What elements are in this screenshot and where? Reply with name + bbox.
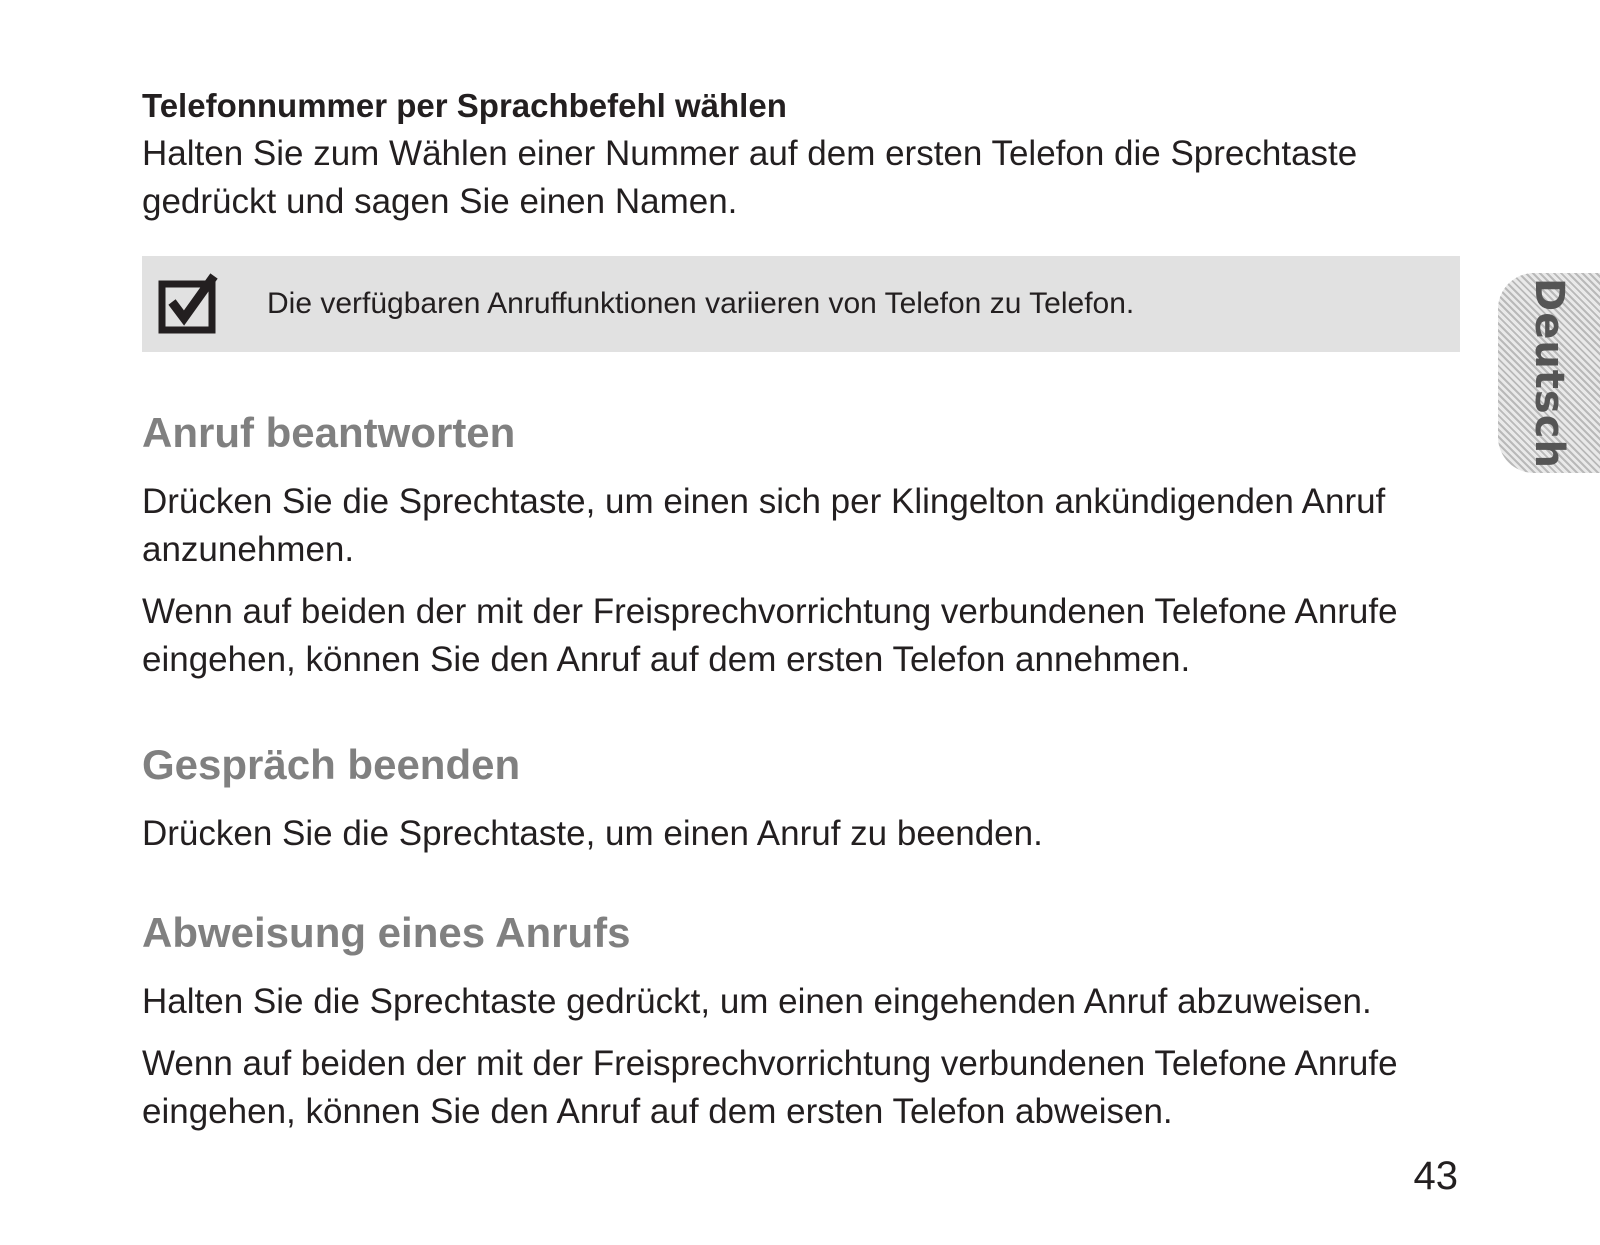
note-text: Die verfügbaren Anruffunktionen variieren von Telefon zu Telefon.: [267, 287, 1135, 320]
intro-heading: Telefonnummer per Sprachbefehl wählen: [142, 87, 787, 124]
language-tab-label: Deutsch: [1526, 277, 1572, 469]
page-number: 43: [1413, 1154, 1458, 1198]
checkbox-check-icon: [158, 272, 222, 336]
section-paragraph: Wenn auf beiden der mit der Freisprechvorrichtung verbundenen Telefone Anrufe eingehen, können Sie den Anruf auf dem ersten Telefon abweisen.: [142, 1044, 1398, 1131]
section-heading-answer-call: Anruf beantworten: [142, 409, 516, 456]
section-paragraph: Wenn auf beiden der mit der Freisprechvorrichtung verbundenen Telefone Anrufe eingehen, können Sie den Anruf auf dem ersten Telefon annehmen.: [142, 592, 1398, 679]
note-box: [142, 256, 1460, 352]
section-paragraph: Halten Sie die Sprechtaste gedrückt, um einen eingehenden Anruf abzuweisen.: [142, 982, 1372, 1021]
section-paragraph: Drücken Sie die Sprechtaste, um einen Anruf zu beenden.: [142, 814, 1043, 853]
section-paragraph: Drücken Sie die Sprechtaste, um einen sich per Klingelton ankündigenden Anruf anzunehmen.: [142, 482, 1386, 569]
language-tab: [1498, 273, 1600, 473]
page-content: [142, 86, 1460, 1136]
section-heading-end-call: Gespräch beenden: [142, 741, 521, 788]
section-heading-reject-call: Abweisung eines Anrufs: [142, 909, 631, 956]
intro-paragraph: Halten Sie zum Wählen einer Nummer auf dem ersten Telefon die Sprechtaste gedrückt und sagen Sie einen Namen.: [142, 134, 1358, 221]
